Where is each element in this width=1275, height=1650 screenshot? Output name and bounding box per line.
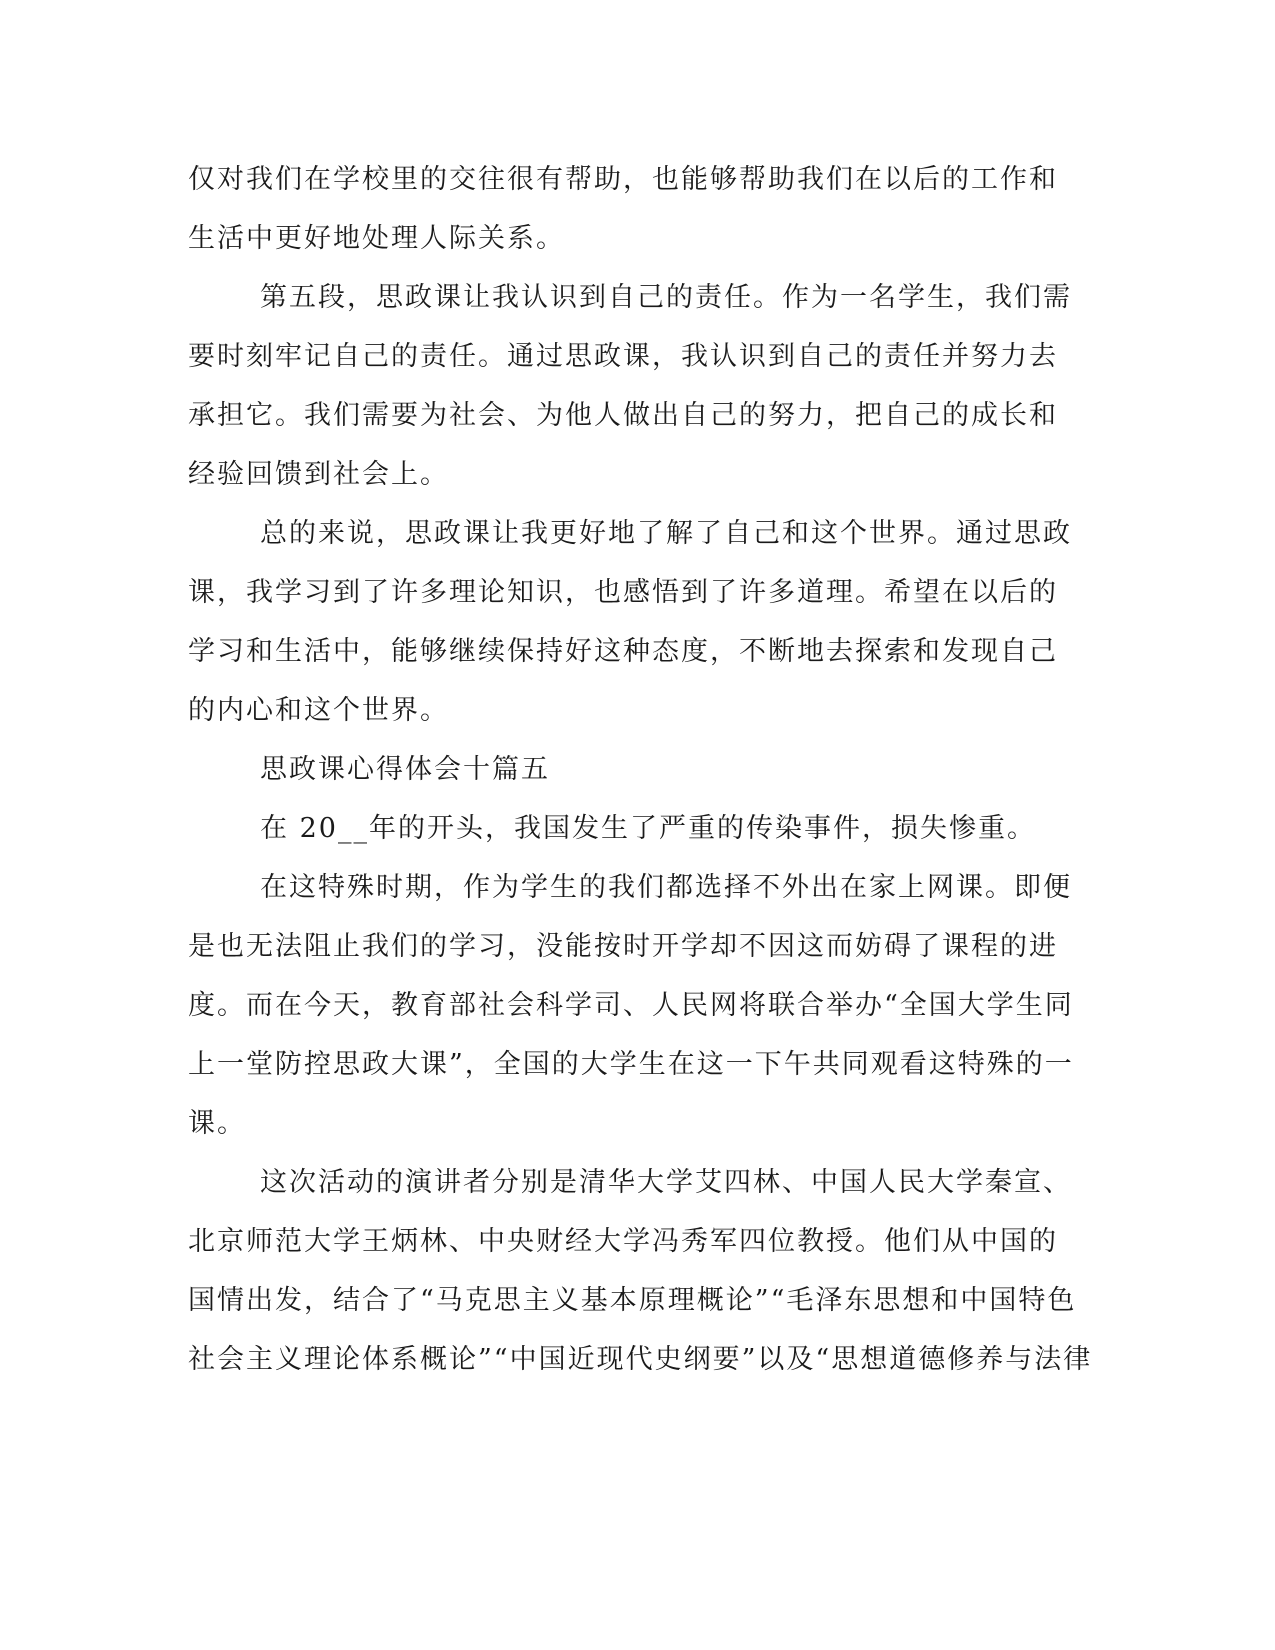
text-line: 承担它。我们需要为社会、为他人做出自己的努力，把自己的成长和 (188, 400, 1058, 431)
text-line: 课。 (188, 1108, 246, 1139)
text-line: 课，我学习到了许多理论知识，也感悟到了许多道理。希望在以后的 (188, 577, 1058, 608)
text-line: 度。而在今天，教育部社会科学司、人民网将联合举办“全国大学生同 (188, 990, 1074, 1021)
paragraph-start-line: 第五段，思政课让我认识到自己的责任。作为一名学生，我们需 (260, 282, 1072, 313)
paragraph-start-line: 在这特殊时期，作为学生的我们都选择不外出在家上网课。即便 (260, 872, 1072, 903)
text-line: 是也无法阻止我们的学习，没能按时开学却不因这而妨碍了课程的进 (188, 931, 1058, 962)
text-line: 北京师范大学王炳林、中央财经大学冯秀军四位教授。他们从中国的 (188, 1226, 1058, 1257)
section-heading: 思政课心得体会十篇五 (260, 754, 550, 785)
text-line: 国情出发，结合了“马克思主义基本原理概论”“毛泽东思想和中国特色 (188, 1285, 1077, 1316)
text-line: 上一堂防控思政大课”，全国的大学生在这一下午共同观看这特殊的一 (188, 1049, 1074, 1080)
text-line: 学习和生活中，能够继续保持好这种态度，不断地去探索和发现自己 (188, 636, 1058, 667)
text-line: 仅对我们在学校里的交往很有帮助，也能够帮助我们在以后的工作和 (188, 164, 1058, 195)
paragraph-start-line: 总的来说，思政课让我更好地了解了自己和这个世界。通过思政 (260, 518, 1072, 549)
paragraph-start-line: 这次活动的演讲者分别是清华大学艾四林、中国人民大学秦宣、 (260, 1167, 1072, 1198)
text-line: 社会主义理论体系概论”“中国近现代史纲要”以及“思想道德修养与法律 (188, 1344, 1093, 1375)
text-line: 生活中更好地处理人际关系。 (188, 223, 565, 254)
text-line: 经验回馈到社会上。 (188, 459, 449, 490)
text-line: 的内心和这个世界。 (188, 695, 449, 726)
text-line: 要时刻牢记自己的责任。通过思政课，我认识到自己的责任并努力去 (188, 341, 1058, 372)
paragraph-start-line: 在 20__年的开头，我国发生了严重的传染事件，损失惨重。 (260, 813, 1036, 844)
